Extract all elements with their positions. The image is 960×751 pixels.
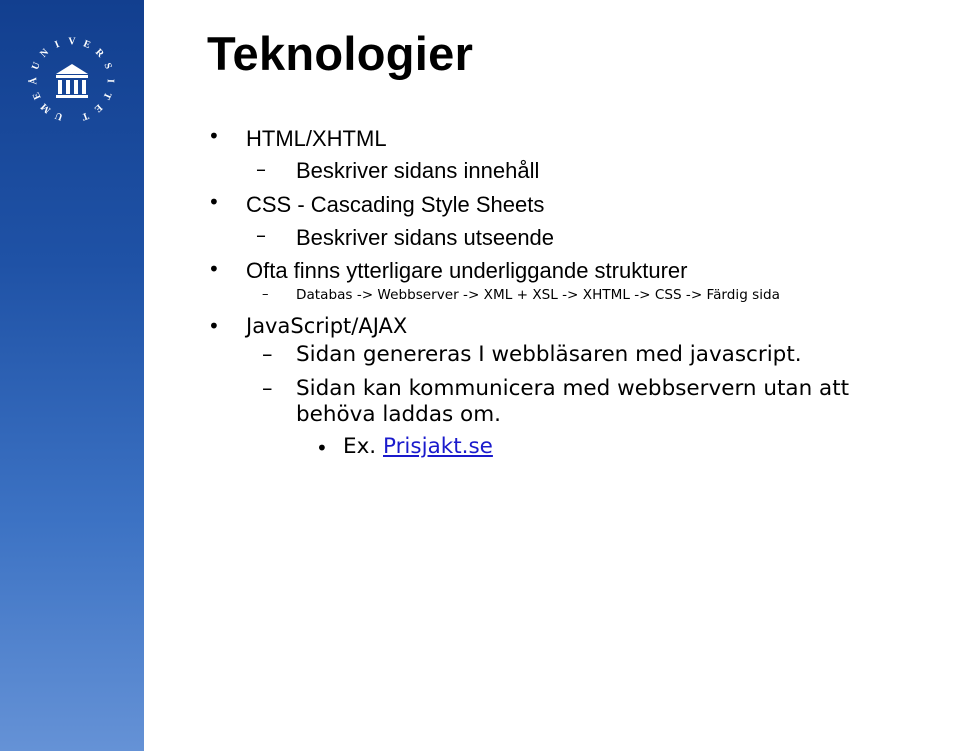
dash-icon: –	[262, 287, 269, 302]
logo-letter: U	[53, 109, 65, 123]
logo-letter: E	[91, 101, 105, 115]
bullet-icon: •	[208, 314, 220, 338]
university-building-icon	[56, 64, 88, 98]
logo-letter: S	[101, 61, 114, 71]
logo-letter: M	[38, 100, 54, 116]
sub-bullet-item: Databas -> Webbserver -> XML + XSL -> XHTML -> CSS -> Färdig sida	[296, 287, 780, 303]
slide-title: Teknologier	[207, 27, 474, 80]
logo-letter: Å	[28, 77, 40, 85]
sidebar-band	[0, 0, 144, 751]
logo-letter: N	[38, 46, 52, 60]
logo-letter: V	[68, 36, 76, 48]
bullet-item: Ofta finns ytterligare underliggande strukturer	[246, 258, 688, 283]
logo-letter: U	[29, 60, 43, 72]
dash-icon: –	[262, 342, 273, 366]
logo-letter: T	[100, 90, 114, 102]
bullet-item: CSS - Cascading Style Sheets	[246, 192, 545, 217]
bullet-icon: •	[316, 436, 328, 460]
example-prefix: Ex.	[343, 434, 377, 459]
dash-icon: –	[262, 376, 273, 400]
sub-bullet-continuation: behöva laddas om.	[296, 402, 501, 427]
prisjakt-link[interactable]: Prisjakt.se	[383, 434, 493, 459]
sub-bullet-item: Sidan kan kommunicera med webbservern utan att	[296, 376, 850, 401]
logo-letter: R	[92, 46, 106, 60]
bullet-item: HTML/XHTML	[246, 126, 387, 151]
umea-university-logo	[26, 34, 118, 126]
bullet-icon: •	[208, 257, 220, 281]
logo-letter: E	[81, 38, 93, 52]
bullet-item: JavaScript/AJAX	[246, 314, 408, 338]
dash-icon: –	[256, 223, 266, 247]
logo-letter: T	[80, 109, 91, 123]
dash-icon: –	[256, 157, 266, 181]
logo-letter: E	[30, 90, 44, 102]
logo-letter: I	[53, 38, 62, 51]
bullet-icon: •	[208, 124, 220, 148]
sub-bullet-item: Sidan genereras I webbläsaren med javascript.	[296, 342, 802, 367]
example-item	[343, 434, 493, 459]
bullet-icon: •	[208, 190, 220, 214]
sub-bullet-item: Beskriver sidans utseende	[296, 225, 555, 250]
logo-letter: I	[104, 78, 116, 84]
sub-bullet-item: Beskriver sidans innehåll	[296, 158, 540, 183]
